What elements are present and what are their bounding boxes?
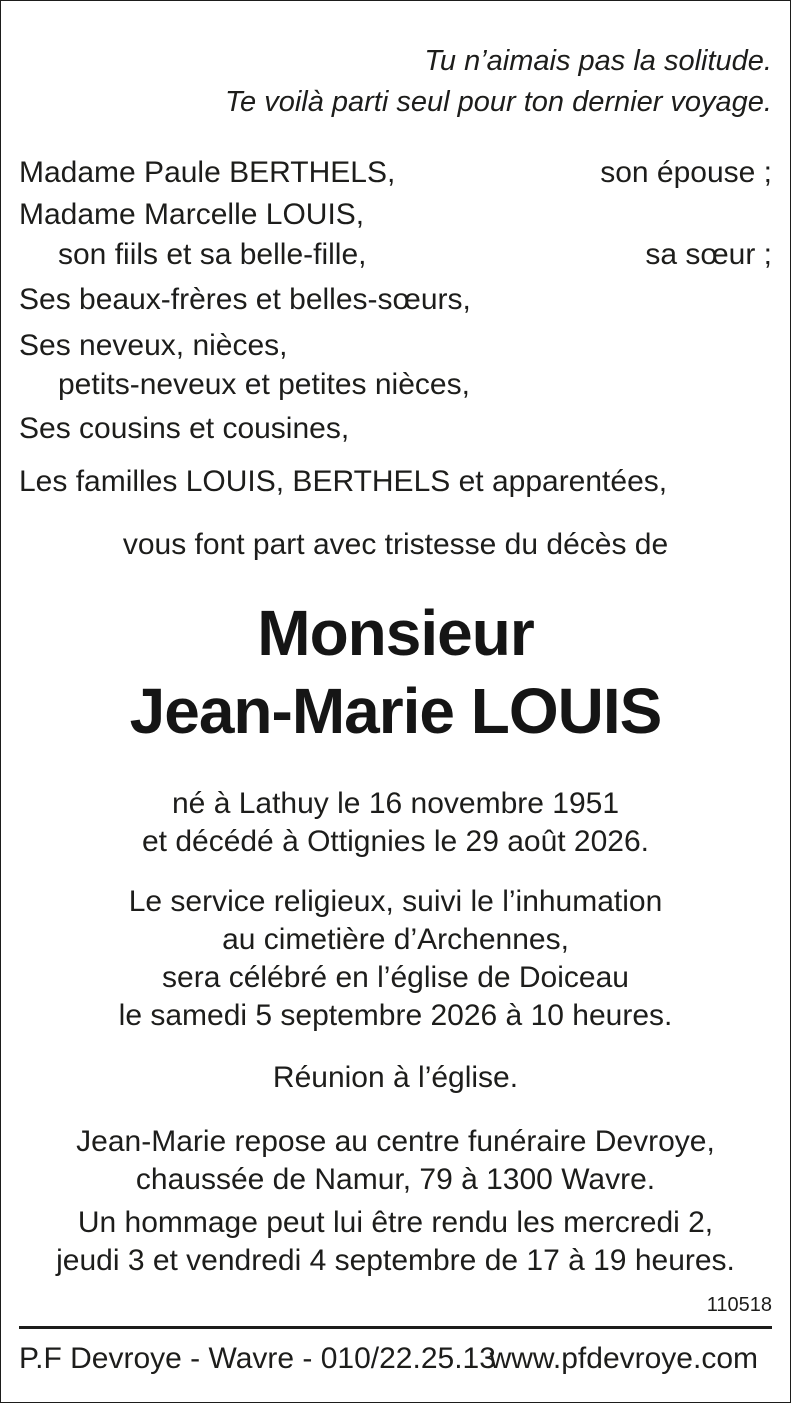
family-line: Ses beaux-frères et belles-sœurs,	[19, 283, 471, 316]
reference-number: 110518	[706, 1294, 772, 1316]
family-name: son fiils et sa belle-fille,	[58, 238, 367, 271]
epigraph-line: Te voilà parti seul pour ton dernier voyage.	[224, 86, 772, 118]
service-line: au cimetière d’Archennes,	[222, 923, 569, 956]
deceased-name: Jean-Marie LOUIS	[129, 675, 662, 747]
death-date: et décédé à Ottignies le 29 août 2026.	[141, 825, 650, 858]
epigraph	[225, 41, 772, 123]
family-line: Ses cousins et cousines,	[19, 412, 350, 445]
service-line: le samedi 5 septembre 2026 à 10 heures.	[118, 999, 673, 1032]
family-line-sister	[19, 195, 772, 235]
footer	[19, 1339, 772, 1379]
family-line: petits-neveux et petites nièces,	[58, 368, 470, 401]
homage-line: Un hommage peut lui être rendu les mercredi 2,	[77, 1206, 714, 1239]
family-role: son épouse ;	[600, 156, 772, 189]
family-name: Madame Paule BERTHELS,	[19, 156, 396, 189]
funeral-home-contact: P.F Devroye - Wavre - 010/22.25.13	[19, 1342, 496, 1375]
homage-line: jeudi 3 et vendredi 4 septembre de 17 à 19 heures.	[56, 1244, 735, 1277]
service-line: Le service religieux, suivi le l’inhumation	[128, 885, 663, 918]
family-role: sa sœur ;	[645, 238, 772, 271]
footer-divider	[19, 1326, 772, 1329]
deceased-name-block	[1, 594, 790, 750]
family-line: Ses neveux, nièces,	[19, 329, 288, 362]
service-line: sera célébré en l’église de Doiceau	[162, 961, 629, 994]
birth-date: né à Lathuy le 16 novembre 1951	[172, 787, 619, 820]
family-name: Madame Marcelle LOUIS,	[19, 198, 365, 231]
family-line-sister-detail	[58, 235, 772, 275]
announcement: vous font part avec tristesse du décès de	[122, 528, 669, 561]
family-line-spouse	[19, 153, 772, 193]
rest-line: Jean-Marie repose au centre funéraire Devroye,	[76, 1125, 715, 1158]
epigraph-line: Tu n’aimais pas la solitude.	[424, 45, 772, 77]
reunion-note: Réunion à l’église.	[272, 1061, 519, 1094]
website-link[interactable]: www.pfdevroye.com	[489, 1342, 758, 1375]
family-line: Les familles LOUIS, BERTHELS et apparentées,	[19, 465, 668, 498]
deceased-title: Monsieur	[257, 597, 534, 669]
rest-line: chaussée de Namur, 79 à 1300 Wavre.	[135, 1163, 656, 1196]
